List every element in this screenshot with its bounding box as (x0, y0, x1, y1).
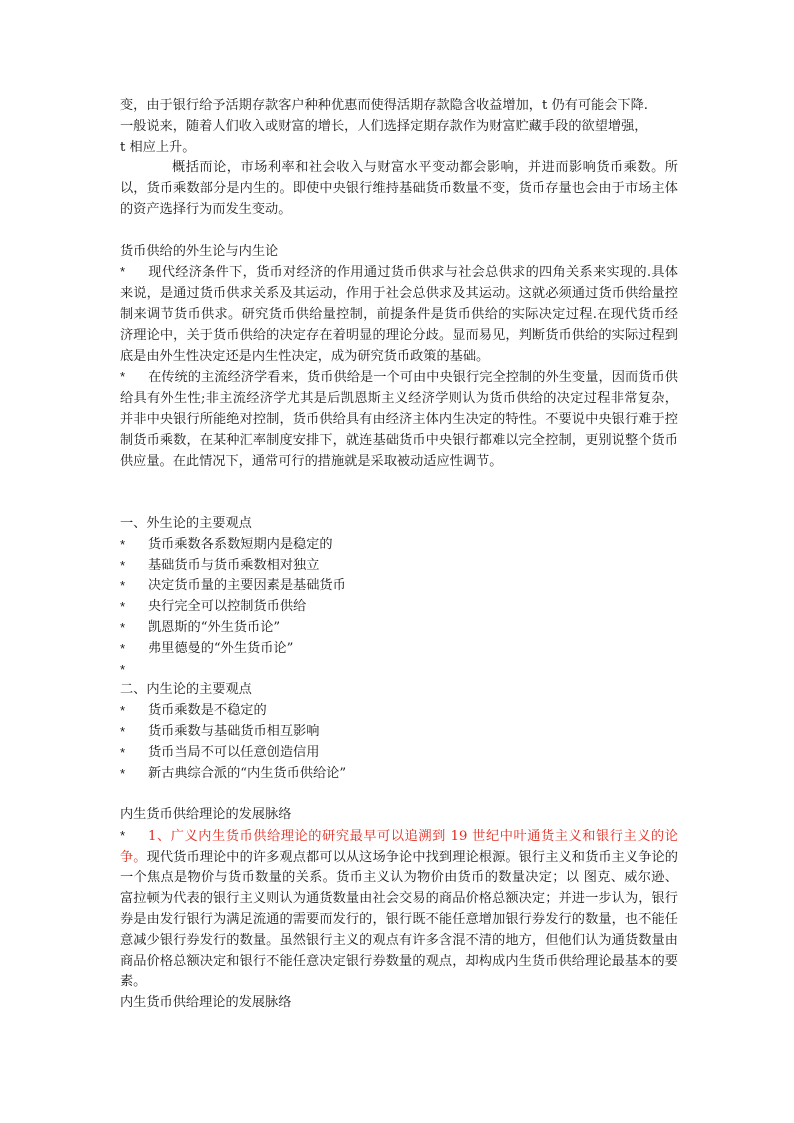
list-item (120, 764, 678, 785)
spacer (120, 784, 678, 805)
list-item (120, 535, 678, 556)
bullet-star: * (120, 765, 126, 781)
bullet-star: * (120, 536, 126, 552)
bullet-star: * (120, 703, 126, 719)
list-item (120, 576, 678, 597)
list-item-text: 决定货币量的主要因素是基础货币 (148, 578, 346, 594)
list-item-text: 货币乘数各系数短期内是稳定的 (148, 536, 333, 552)
list-item-text: 货币当局不可以任意创造信用 (148, 744, 320, 760)
document-page (120, 96, 678, 1014)
list-item (120, 701, 678, 722)
section-heading-exogenous: 一、外生论的主要观点 (120, 515, 252, 531)
list-item (120, 556, 678, 577)
list-item-text: 基础货币与货币乘数相对独立 (148, 557, 320, 573)
spacer (120, 472, 678, 514)
bullet-star: * (120, 723, 126, 739)
list-item-text: 货币乘数是不稳定的 (148, 703, 267, 719)
list-item-text: 新古典综合派的“内生货币供给论” (148, 765, 347, 781)
list-item-text: 弗里德曼的“外生货币论” (148, 640, 294, 656)
bullet-star: * (120, 369, 126, 385)
bullet-star: * (120, 744, 126, 760)
bullet-star: * (120, 599, 126, 615)
highlighted-text: 1、广义内生货币供给理论的研究最早可以追溯到 19 世纪中叶通货主义和银行主义的论争。 (120, 828, 678, 865)
intro-line-2: 一般说来，随着人们收入或财富的增长，人们选择定期存款作为财富贮藏手段的欲望增强， (120, 118, 648, 134)
bullet-star: * (120, 557, 126, 573)
bullet-paragraph-text: 现代经济条件下，货币对经济的作用通过货币供求与社会总供求的四角关系来实现的.具体来说，是通过货币供求关系及其运动，作用于社会总供求及其运动。这就必须通过货币供给量控制来调节货币供求。研究货币供给量控制，前提条件是货币供给的实际决定过程.在现代货币经济理论中，关于货币供给的决定存在着明显的理论分歧。显而易见，判断货币供给的实际过程到底是由外生性决定还是内生性决定，成为研究货币政策的基础。 (120, 265, 678, 364)
section-heading-development: 内生货币供给理论的发展脉络 (120, 807, 292, 823)
spacer (120, 221, 678, 242)
bullet-paragraph (120, 367, 678, 472)
bullet-star: * (120, 661, 126, 677)
list-item (120, 639, 678, 660)
list-item (120, 722, 678, 743)
intro-line-3: t 相应上升。 (120, 139, 196, 155)
bullet-star: * (120, 827, 126, 843)
bullet-paragraph-text: 现代货币理论中的许多观点都可以从这场争论中找到理论根源。银行主义和货币主义争论的一个焦点是物价与货币数量的关系。货币主义认为物价由货币的数量决定；以 图克、威尔逊、富拉顿为代表的银行主义则认为通货数量由社会交易的商品价格总额决定；并进一步认为，银行券是由发行银行为满足流通的需要而发行的，银行既不能任意增加银行券发行的数量，也不能任意减少银行券发行的数量。虽然银行主义的观点有许多含混不清的地方，但他们认为通货数量由商品价格总额决定和银行不能任意决定银行券数量的观点，却构成内生货币供给理论最基本的要素。 (120, 849, 678, 990)
section-heading-exo-endo: 货币供给的外生论与内生论 (120, 243, 279, 259)
section-heading-development-repeat: 内生货币供给理论的发展脉络 (120, 995, 292, 1011)
intro-line-1: 变，由于银行给予活期存款客户种种优惠而使得活期存款隐含收益增加，t 仍有可能会下降. (120, 98, 648, 113)
bullet-star: * (120, 264, 126, 280)
bullet-star: * (120, 640, 126, 656)
bullet-star: * (120, 578, 126, 594)
list-item (120, 618, 678, 639)
list-item-text (148, 660, 678, 681)
list-item (120, 597, 678, 618)
list-item-text: 凯恩斯的“外生货币论” (148, 619, 281, 635)
list-item (120, 660, 678, 681)
section-heading-endogenous: 二、内生论的主要观点 (120, 682, 252, 698)
bullet-star: * (120, 619, 126, 635)
list-item (120, 743, 678, 764)
bullet-paragraph (120, 262, 678, 367)
list-item-text: 央行完全可以控制货币供给 (148, 599, 307, 615)
bullet-paragraph-text: 在传统的主流经济学看来，货币供给是一个可由中央银行完全控制的外生变量，因而货币供给具有外生性;非主流经济学尤其是后凯恩斯主义经济学则认为货币供给的决定过程非常复杂，并非中央银行所能绝对控制，货币供给具有由经济主体内生决定的特性。不要说中央银行难于控制货币乘数，在某种汇率制度安排下，就连基础货币中央银行都难以完全控制，更别说整个货币供应量。在此情况下，通常可行的措施就是采取被动适应性调节。 (120, 370, 678, 469)
intro-paragraph-2: 概括而论，市场利率和社会收入与财富水平变动都会影响，并进而影响货币乘数。所以，货币乘数部分是内生的。即使中央银行维持基础货币数量不变，货币存量也会由于市场主体的资产选择行为而发生变动。 (120, 160, 678, 217)
bullet-paragraph (120, 826, 678, 993)
list-item-text: 货币乘数与基础货币相互影响 (148, 723, 320, 739)
